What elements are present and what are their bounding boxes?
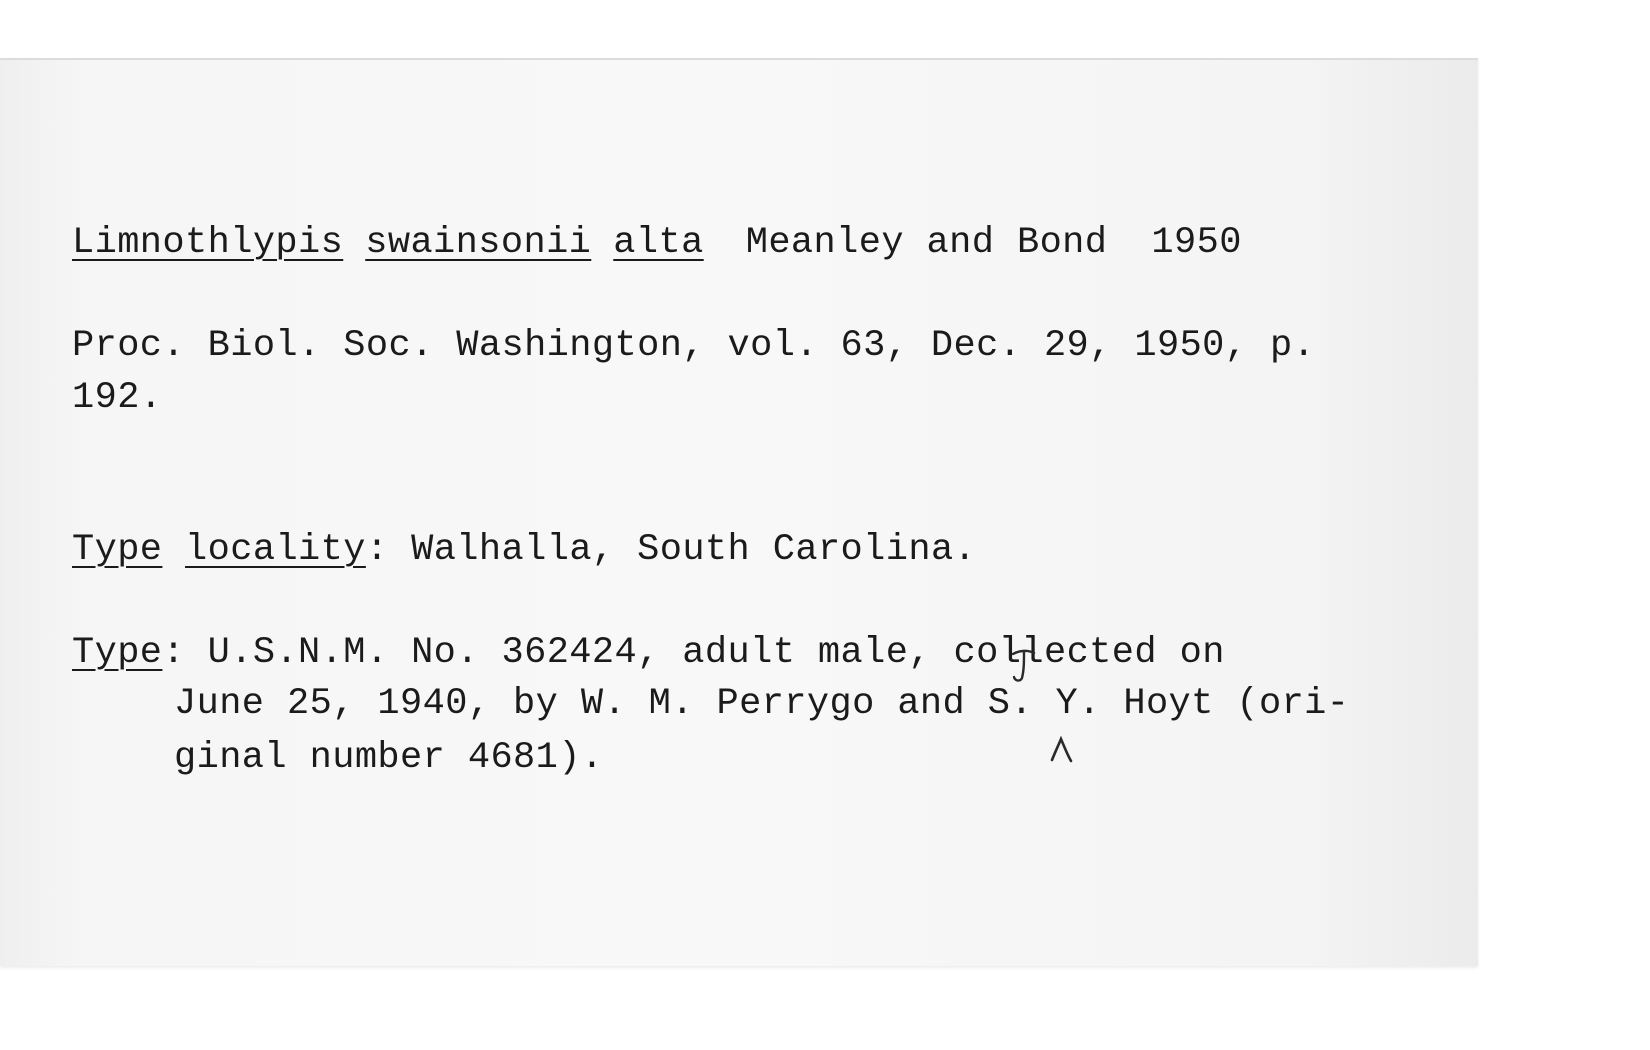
reference-citation-line-2: 192. [72,377,163,419]
subspecies-name: alta [613,222,704,264]
type-label: Type [72,632,163,674]
type-locality-label-word1: Type [72,529,163,571]
type-specimen-text-1: U.S.N.M. No. 362424, adult male, collected on [185,632,1225,674]
handwritten-insertion-mark-icon [1010,648,1038,686]
type-specimen-line-1 [72,632,1225,674]
type-specimen-line-3: ginal number 4681). [174,737,604,779]
species-name: swainsonii [365,222,592,264]
type-locality-line [72,529,977,571]
type-locality-label-word2: locality [185,529,366,571]
author-names: Meanley and Bond [745,222,1108,264]
type-specimen-line-2: June 25, 1940, by W. M. Perrygo and S. Y. Hoyt (ori- [174,683,1350,725]
reference-citation-line-1: Proc. Biol. Soc. Washington, vol. 63, Dec. 29, 1950, p. [72,325,1316,367]
description-year: 1950 [1151,222,1242,264]
type-locality-value: Walhalla, South Carolina. [388,529,977,571]
genus-name: Limnothlypis [72,222,344,264]
type-colon: : [162,632,186,674]
type-locality-colon: : [365,529,389,571]
index-card [0,58,1478,966]
taxon-title-line [72,222,1242,264]
handwritten-caret-icon [1048,736,1076,764]
